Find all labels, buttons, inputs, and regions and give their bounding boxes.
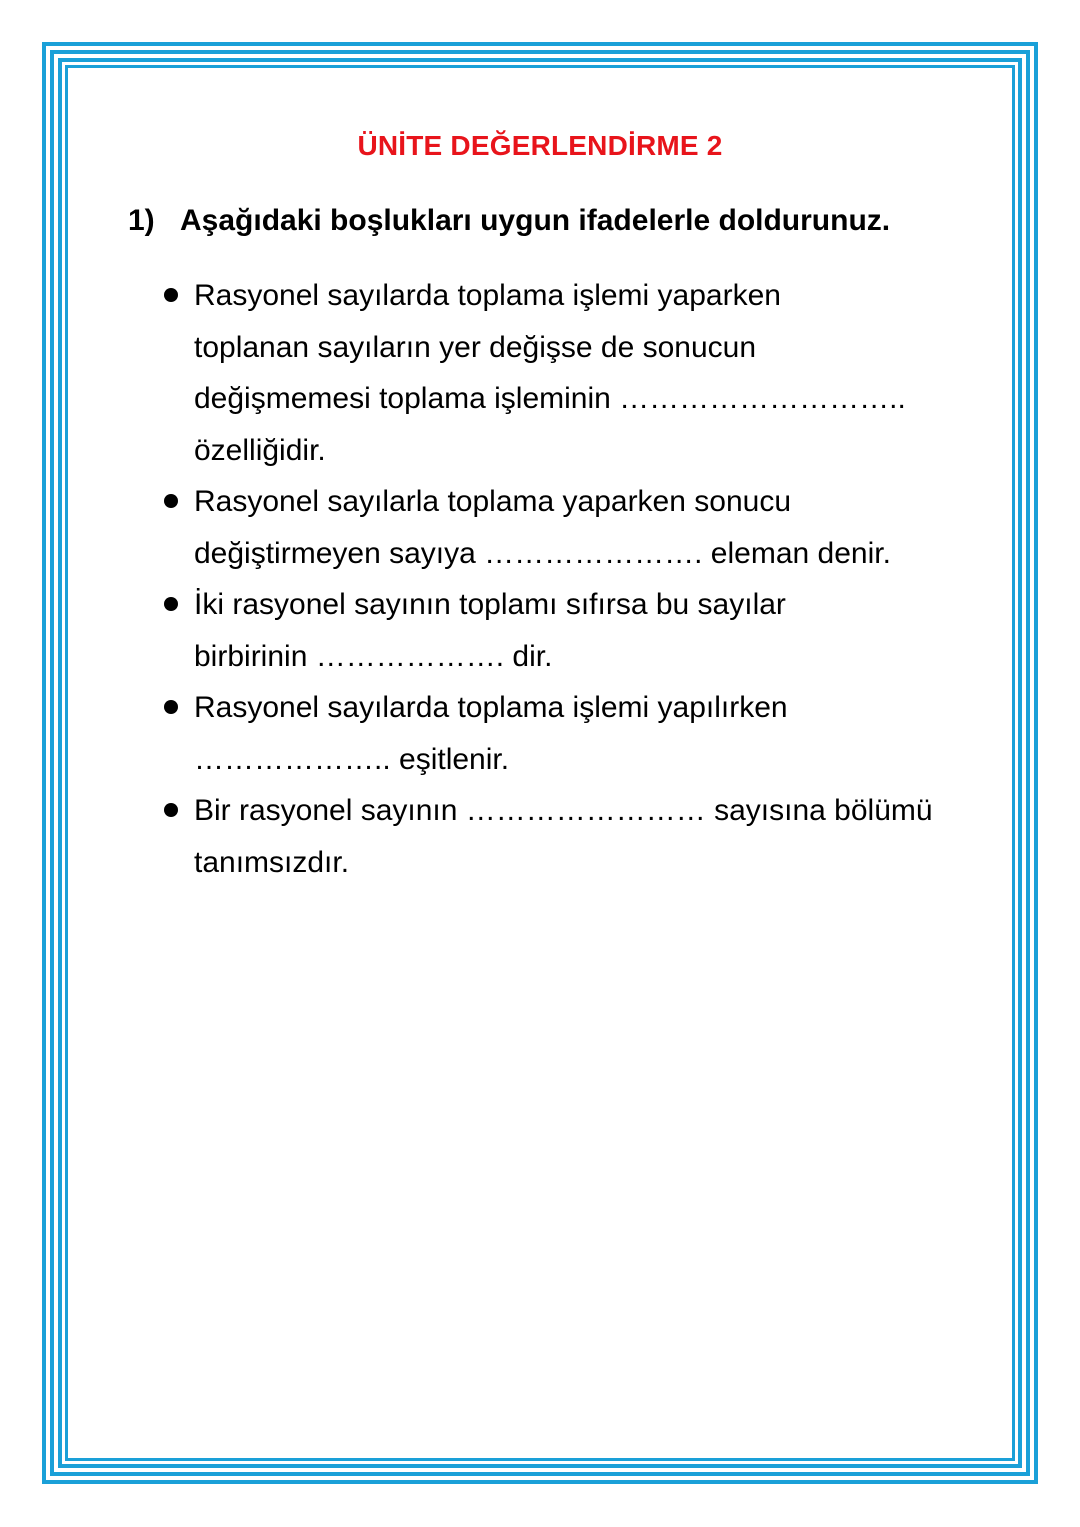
item-line: tanımsızdır.	[194, 845, 350, 879]
bullet-icon	[164, 700, 178, 714]
bullet-icon	[164, 597, 178, 611]
bullet-icon	[164, 803, 178, 817]
item-line: Rasyonel sayılarla toplama yaparken sonucu	[194, 485, 791, 518]
question-prompt	[128, 200, 890, 242]
list-item	[160, 476, 960, 579]
item-line: Bir rasyonel sayının …………………… sayısına bölümü	[194, 794, 933, 827]
item-line: özelliğidir.	[194, 433, 326, 467]
item-line: değişmemesi toplama işleminin ………………………..	[194, 382, 906, 415]
question-text: Aşağıdaki boşlukları uygun ifadelerle doldurunuz.	[180, 204, 891, 237]
item-line: birbirinin ………………. dir.	[194, 639, 553, 673]
item-line: Rasyonel sayılarda toplama işlemi yapılırken	[194, 691, 788, 724]
fill-in-blank-list	[160, 270, 960, 888]
item-line: değiştirmeyen sayıya …………………. eleman denir.	[194, 536, 891, 570]
bullet-icon	[164, 494, 178, 508]
item-line: toplanan sayıların yer değişse de sonucun	[194, 330, 757, 364]
item-line: İki rasyonel sayının toplamı sıfırsa bu sayılar	[194, 588, 786, 621]
list-item	[160, 270, 960, 476]
list-item	[160, 682, 960, 785]
question-number: 1)	[128, 204, 155, 237]
bullet-icon	[164, 288, 178, 302]
item-line: Rasyonel sayılarda toplama işlemi yaparken	[194, 279, 781, 312]
item-line: ……………….. eşitlenir.	[194, 742, 510, 776]
list-item	[160, 579, 960, 682]
list-item	[160, 785, 960, 888]
page-title: ÜNİTE DEĞERLENDİRME 2	[357, 130, 723, 161]
